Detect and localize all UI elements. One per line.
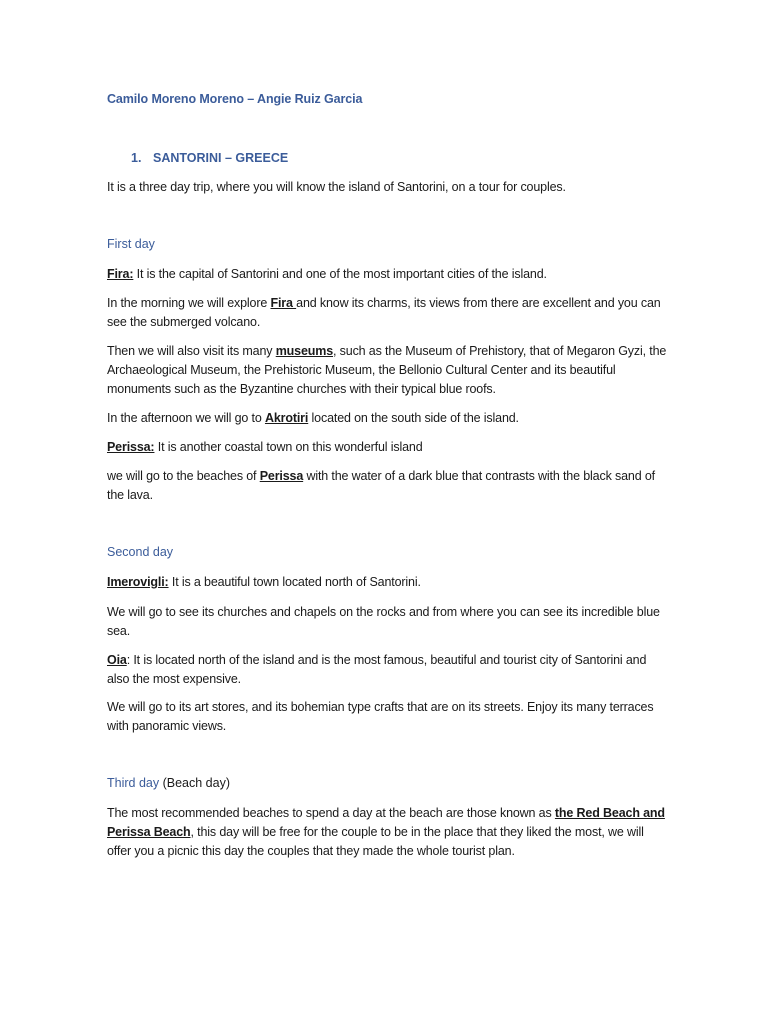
fira-label: Fira: [107,267,134,281]
third-day-text-b: , this day will be free for the couple to be in the place that they liked the most, we will offer you a picnic this day the couples that they made the whole tourist plan. [107,825,644,858]
beaches-paragraph [107,467,667,505]
third-day-suffix: (Beach day) [159,776,230,790]
morning-text-a: In the morning we will explore [107,296,271,310]
perissa-label: Perissa: [107,440,155,454]
perissa-text: It is another coastal town on this wonderful island [154,440,423,454]
section-number: 1. [131,151,142,165]
fira-link: Fira [270,296,297,310]
museums-text-b: , such as the Museum of Prehistory, that of Megaron Gyzi, the Archaeological Museum, the Prehistoric Museum, the Bellonio Cultural Center and its beautiful monuments such as the Byzantine churches with their typical blue roofs. [107,344,667,396]
section-heading [131,151,288,165]
oia-paragraph [107,651,667,689]
third-day-text-a: The most recommended beaches to spend a day at the beach are those known as [107,806,555,820]
authors-line: Camilo Moreno Moreno – Angie Ruiz Garcia [107,92,363,106]
churches-paragraph: We will go to see its churches and chapels on the rocks and from where you can see its incredible blue sea. [107,605,660,638]
oia-label: Oia [107,653,127,667]
first-day-heading: First day [107,237,155,251]
afternoon-paragraph [107,409,667,428]
museums-text-a: Then we will also visit its many [107,344,276,358]
imerovigli-paragraph [107,573,667,592]
akrotiri-link: Akrotiri [264,411,309,425]
morning-paragraph [107,294,667,332]
second-day-heading: Second day [107,545,174,559]
afternoon-text-a: In the afternoon we will go to [107,411,265,425]
beaches-text-a: we will go to the beaches of [107,469,260,483]
imerovigli-label: Imerovigli: [107,575,169,589]
beaches-text-b: with the water of a dark blue that contrasts with the black sand of the lava. [107,469,655,502]
beaches-link: the Red Beach and Perissa Beach [107,806,665,839]
museums-paragraph [107,342,667,399]
third-day-paragraph [107,804,667,861]
third-day-heading [107,776,230,790]
intro-paragraph: It is a three day trip, where you will know the island of Santorini, on a tour for couples. [107,180,566,194]
imerovigli-text: It is a beautiful town located north of Santorini. [168,575,421,589]
perissa-link: Perissa [259,469,304,483]
oia-text: : It is located north of the island and is the most famous, beautiful and tourist city of Santorini and also the most expensive. [107,653,647,686]
museums-link: museums [275,344,334,358]
fira-text: It is the capital of Santorini and one of the most important cities of the island. [133,267,547,281]
perissa-paragraph [107,438,667,457]
afternoon-text-b: located on the south side of the island. [308,411,519,425]
section-title: SANTORINI – GREECE [153,151,289,165]
fira-paragraph [107,265,667,284]
stores-paragraph: We will go to its art stores, and its bohemian type crafts that are on its streets. Enjoy its many terraces with panoramic views. [107,700,654,733]
morning-text-b: and know its charms, its views from there are excellent and you can see the submerged volcano. [107,296,661,329]
third-day-label: Third day [107,776,160,790]
